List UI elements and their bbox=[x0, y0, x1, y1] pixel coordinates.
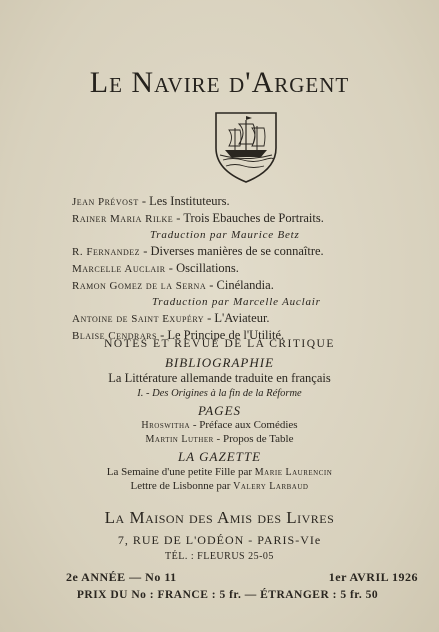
contents-author: Marcelle Auclair bbox=[72, 263, 166, 275]
contents-item bbox=[72, 260, 412, 277]
gazette-line bbox=[0, 466, 439, 478]
contents-item bbox=[72, 210, 412, 227]
issue-number: 2e ANNÉE — No 11 bbox=[66, 570, 177, 584]
contents-item bbox=[72, 193, 412, 210]
pages-author: Martin Luther bbox=[145, 434, 214, 445]
ship-shield-icon bbox=[213, 110, 279, 184]
bibliographie-heading: BIBLIOGRAPHIE bbox=[164, 355, 275, 370]
contents-author: Ramon Gomez de la Serna bbox=[72, 280, 207, 292]
bibliographie-subline: I. - Des Origines à la fin de la Réforme bbox=[137, 388, 302, 399]
pages-work: - Propos de Table bbox=[213, 433, 294, 445]
gazette-heading: LA GAZETTE bbox=[177, 449, 262, 464]
translation-credit: Traduction par Marcelle Auclair bbox=[152, 296, 321, 308]
pages-heading: PAGES bbox=[197, 403, 242, 418]
journal-title: Le Navire d'Argent bbox=[89, 66, 350, 99]
contents-work: - Cinélandia. bbox=[206, 278, 274, 292]
gazette-text: Lettre de Lisbonne par bbox=[130, 480, 234, 492]
pages-line bbox=[0, 433, 439, 445]
publisher-address: 7, RUE DE L'ODÉON - PARIS-VIe bbox=[117, 533, 322, 547]
table-of-contents bbox=[72, 193, 412, 344]
contents-work: - L'Aviateur. bbox=[204, 311, 270, 325]
bibliographie-line: La Littérature allemande traduite en français bbox=[108, 371, 331, 385]
gazette-line bbox=[0, 480, 439, 492]
pages-author: Hroswitha bbox=[141, 420, 191, 431]
contents-work: - Trois Ebauches de Portraits. bbox=[173, 211, 324, 225]
contents-author: R. Fernandez bbox=[72, 246, 141, 258]
contents-author: Antoine de Saint Exupéry bbox=[72, 313, 204, 325]
publisher-name: La Maison des Amis des Livres bbox=[104, 508, 335, 527]
contents-item bbox=[72, 243, 412, 260]
contents-author: Jean Prévost bbox=[72, 196, 139, 208]
pages-work: - Préface aux Comédies bbox=[190, 419, 298, 431]
gazette-author: Marie Laurencin bbox=[254, 467, 333, 478]
pages-line bbox=[0, 419, 439, 431]
notes-heading: NOTES ET REVUE DE LA CRITIQUE bbox=[104, 338, 335, 350]
translation-credit: Traduction par Maurice Betz bbox=[150, 229, 300, 241]
issue-date: 1er AVRIL 1926 bbox=[328, 570, 418, 584]
price-line: PRIX DU No : FRANCE : 5 fr. — ÉTRANGER : 5 fr. 50 bbox=[76, 589, 379, 601]
contents-item bbox=[72, 310, 412, 327]
gazette-text: La Semaine d'une petite Fille par bbox=[106, 466, 255, 478]
contents-author: Blaise Cendrars bbox=[72, 330, 157, 342]
contents-work: - Oscillations. bbox=[165, 261, 239, 275]
gazette-author: Valery Larbaud bbox=[233, 481, 309, 492]
contents-work: - Les Instituteurs. bbox=[138, 194, 230, 208]
contents-work: - Diverses manières de se connaître. bbox=[140, 244, 324, 258]
contents-author: Rainer Maria Rilke bbox=[72, 213, 174, 225]
contents-work: - Le Principe de l'Utilité. bbox=[156, 328, 285, 342]
contents-item bbox=[72, 277, 412, 294]
publisher-phone: TÉL. : FLEURUS 25-05 bbox=[165, 551, 274, 562]
